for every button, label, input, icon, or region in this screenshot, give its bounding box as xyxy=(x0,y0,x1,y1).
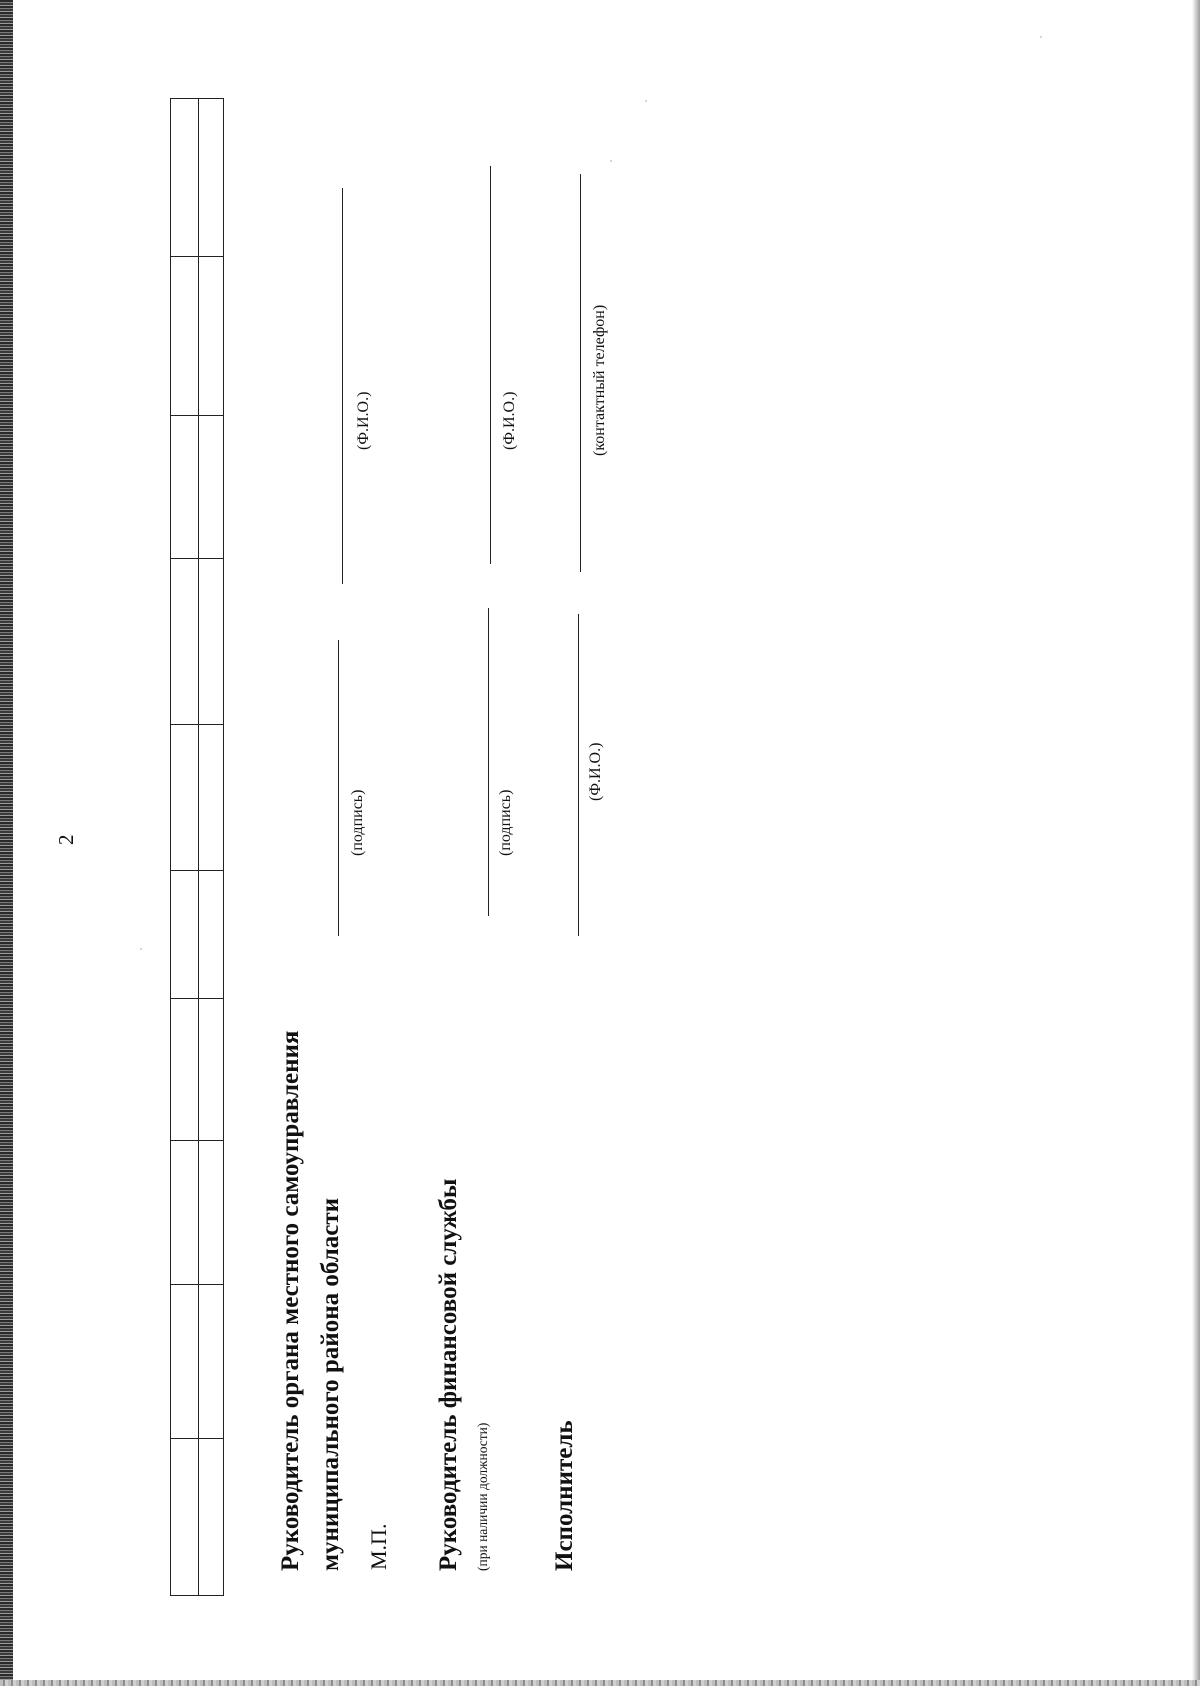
scan-speck xyxy=(1040,36,1042,38)
page-number: 2 xyxy=(54,834,78,845)
scan-speck xyxy=(140,948,142,950)
executor-phone-line[interactable] xyxy=(580,174,581,572)
scan-speck xyxy=(610,160,612,162)
executor-name-line[interactable] xyxy=(578,614,579,936)
table-outline xyxy=(170,98,224,1596)
scan-edge-right xyxy=(1192,0,1200,1686)
head-of-finance-name-line[interactable] xyxy=(490,166,491,564)
head-of-authority-title-continued: муниципального района области xyxy=(317,1197,344,1571)
head-of-finance-signature-line[interactable] xyxy=(488,608,489,916)
executor-name-caption: (Ф.И.О.) xyxy=(587,742,604,801)
scan-edge-left xyxy=(0,0,13,1686)
head-of-authority-signature-caption: (подпись) xyxy=(349,789,366,856)
scan-edge-bottom xyxy=(0,1680,1200,1686)
table-column-divider xyxy=(170,1140,224,1141)
executor-title: Исполнитель xyxy=(551,1420,578,1571)
head-of-authority-signature-line[interactable] xyxy=(338,640,339,936)
seal-placeholder: М.П. xyxy=(366,1523,391,1570)
head-of-authority-name-caption: (Ф.И.О.) xyxy=(355,391,372,450)
head-of-authority-title: Руководитель органа местного самоуправления xyxy=(277,1030,304,1571)
scan-speck xyxy=(645,100,647,102)
head-of-finance-title: Руководитель финансовой службы xyxy=(435,1178,462,1571)
head-of-finance-note: (при наличии должности) xyxy=(475,1422,490,1571)
executor-phone-caption: (контактный телефон) xyxy=(591,304,608,456)
table-column-divider xyxy=(170,870,224,871)
head-of-finance-signature-caption: (подпись) xyxy=(497,789,514,856)
table-row-divider xyxy=(198,98,199,1596)
head-of-authority-name-line[interactable] xyxy=(342,188,343,584)
table-column-divider xyxy=(170,1284,224,1285)
table-column-divider xyxy=(170,1438,224,1439)
table-column-divider xyxy=(170,415,224,416)
table-column-divider xyxy=(170,998,224,999)
table-column-divider xyxy=(170,256,224,257)
table-column-divider xyxy=(170,558,224,559)
table-column-divider xyxy=(170,724,224,725)
head-of-finance-name-caption: (Ф.И.О.) xyxy=(501,391,518,450)
